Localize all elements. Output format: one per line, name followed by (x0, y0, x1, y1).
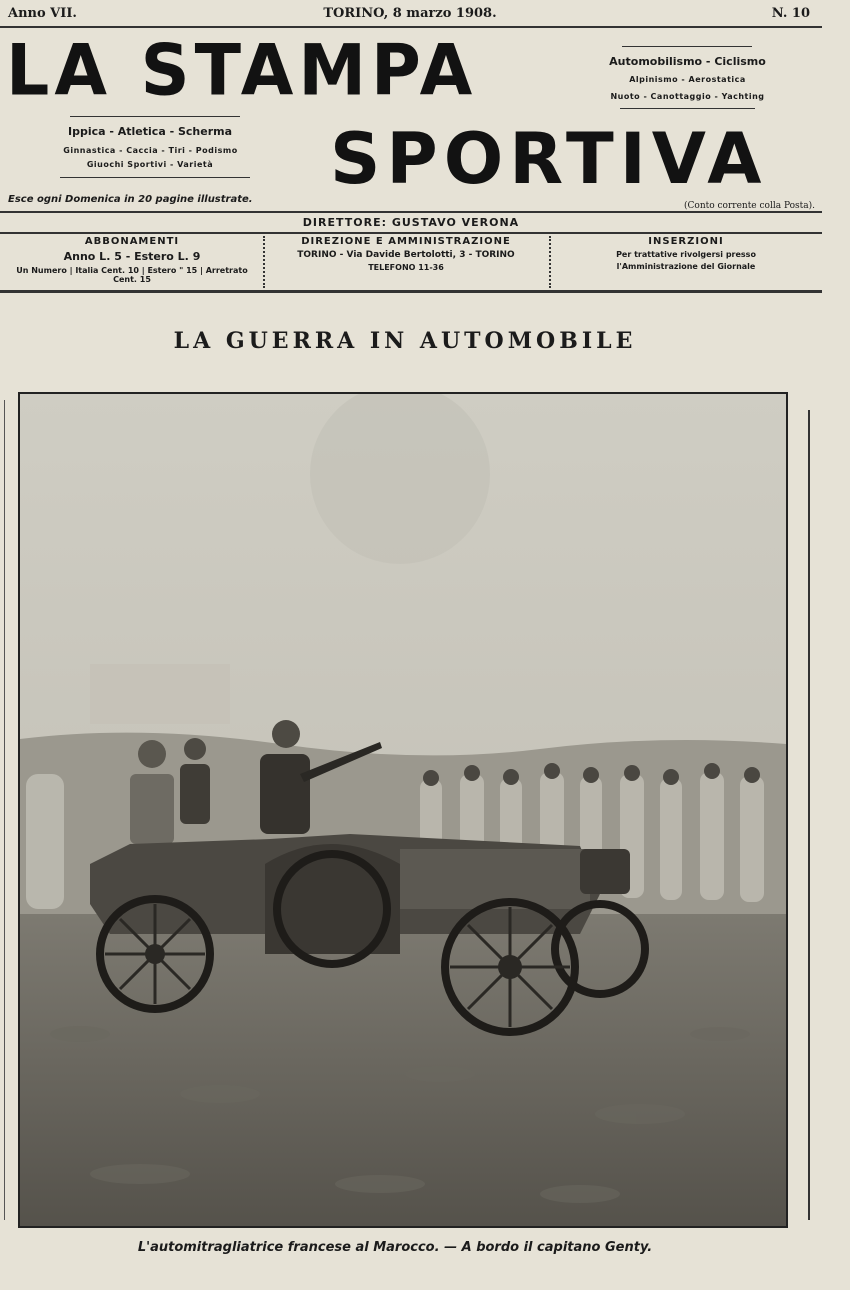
director-label: DIRETTORE: (302, 216, 387, 229)
photo-illustration (20, 394, 786, 1226)
posta-note: (Conto corrente colla Posta). (684, 201, 816, 211)
director-name: GUSTAVO VERONA (391, 216, 520, 229)
box-divider (549, 236, 551, 288)
volume-label: Anno VII. (8, 6, 77, 21)
right-subjects-line-2: Alpinismo - Aerostatica (629, 75, 746, 84)
administration-title: DIREZIONE E AMMINISTRAZIONE (301, 236, 511, 247)
masthead-title-line-1: LA STAMPA (6, 30, 478, 113)
subscriptions-single-issue: Un Numero | Italia Cent. 10 | Estero " 15 | Arretrato Cent. 15 (16, 266, 248, 284)
subscriptions-title: ABBONAMENTI (84, 236, 180, 247)
administration-box (266, 236, 546, 288)
article-headline: LA GUERRA IN AUTOMOBILE (173, 328, 637, 354)
armored-car-photo (18, 392, 788, 1228)
advertising-box (552, 236, 820, 288)
right-subjects-line-1: Automobilismo - Ciclismo (609, 55, 766, 68)
subscriptions-box (4, 236, 260, 288)
ornament-rule (622, 46, 752, 47)
right-subjects-line-3: Nuoto - Canottaggio - Yachting (610, 92, 765, 101)
masthead-rule (0, 211, 822, 213)
ornament-rule (60, 177, 250, 178)
advertising-title: INSERZIONI (648, 236, 724, 247)
right-border-rule (808, 410, 810, 1220)
boxes-top-rule (0, 232, 822, 234)
administration-phone: TELEFONO 11-36 (368, 263, 444, 272)
masthead-title-line-2: SPORTIVA (330, 118, 768, 200)
issue-number: N. 10 (771, 6, 810, 21)
left-subjects-line-2: Ginnastica - Caccia - Tiri - Podismo (63, 146, 238, 155)
advertising-line-2: l'Amministrazione del Giornale (616, 262, 756, 271)
subscriptions-rates: Anno L. 5 - Estero L. 9 (63, 250, 201, 263)
box-divider (263, 236, 265, 288)
director-line (0, 216, 822, 229)
photo-caption: L'automitragliatrice francese al Marocco. — A bordo il capitano Genty. (137, 1240, 653, 1255)
boxes-bottom-rule (0, 290, 822, 293)
tagline: Esce ogni Domenica in 20 pagine illustrate. (8, 194, 253, 205)
top-rule (0, 26, 822, 28)
left-subjects-line-3: Giuochi Sportivi - Varietà (86, 160, 214, 169)
left-border-rule (4, 400, 5, 1220)
advertising-line-1: Per trattative rivolgersi presso (616, 250, 756, 259)
ornament-rule (70, 116, 240, 117)
administration-address: TORINO - Via Davide Bertolotti, 3 - TORINO (297, 250, 515, 260)
ornament-rule (620, 108, 755, 109)
left-subjects-line-1: Ippica - Atletica - Scherma (67, 125, 233, 138)
place-date: TORINO, 8 marzo 1908. (323, 6, 497, 21)
